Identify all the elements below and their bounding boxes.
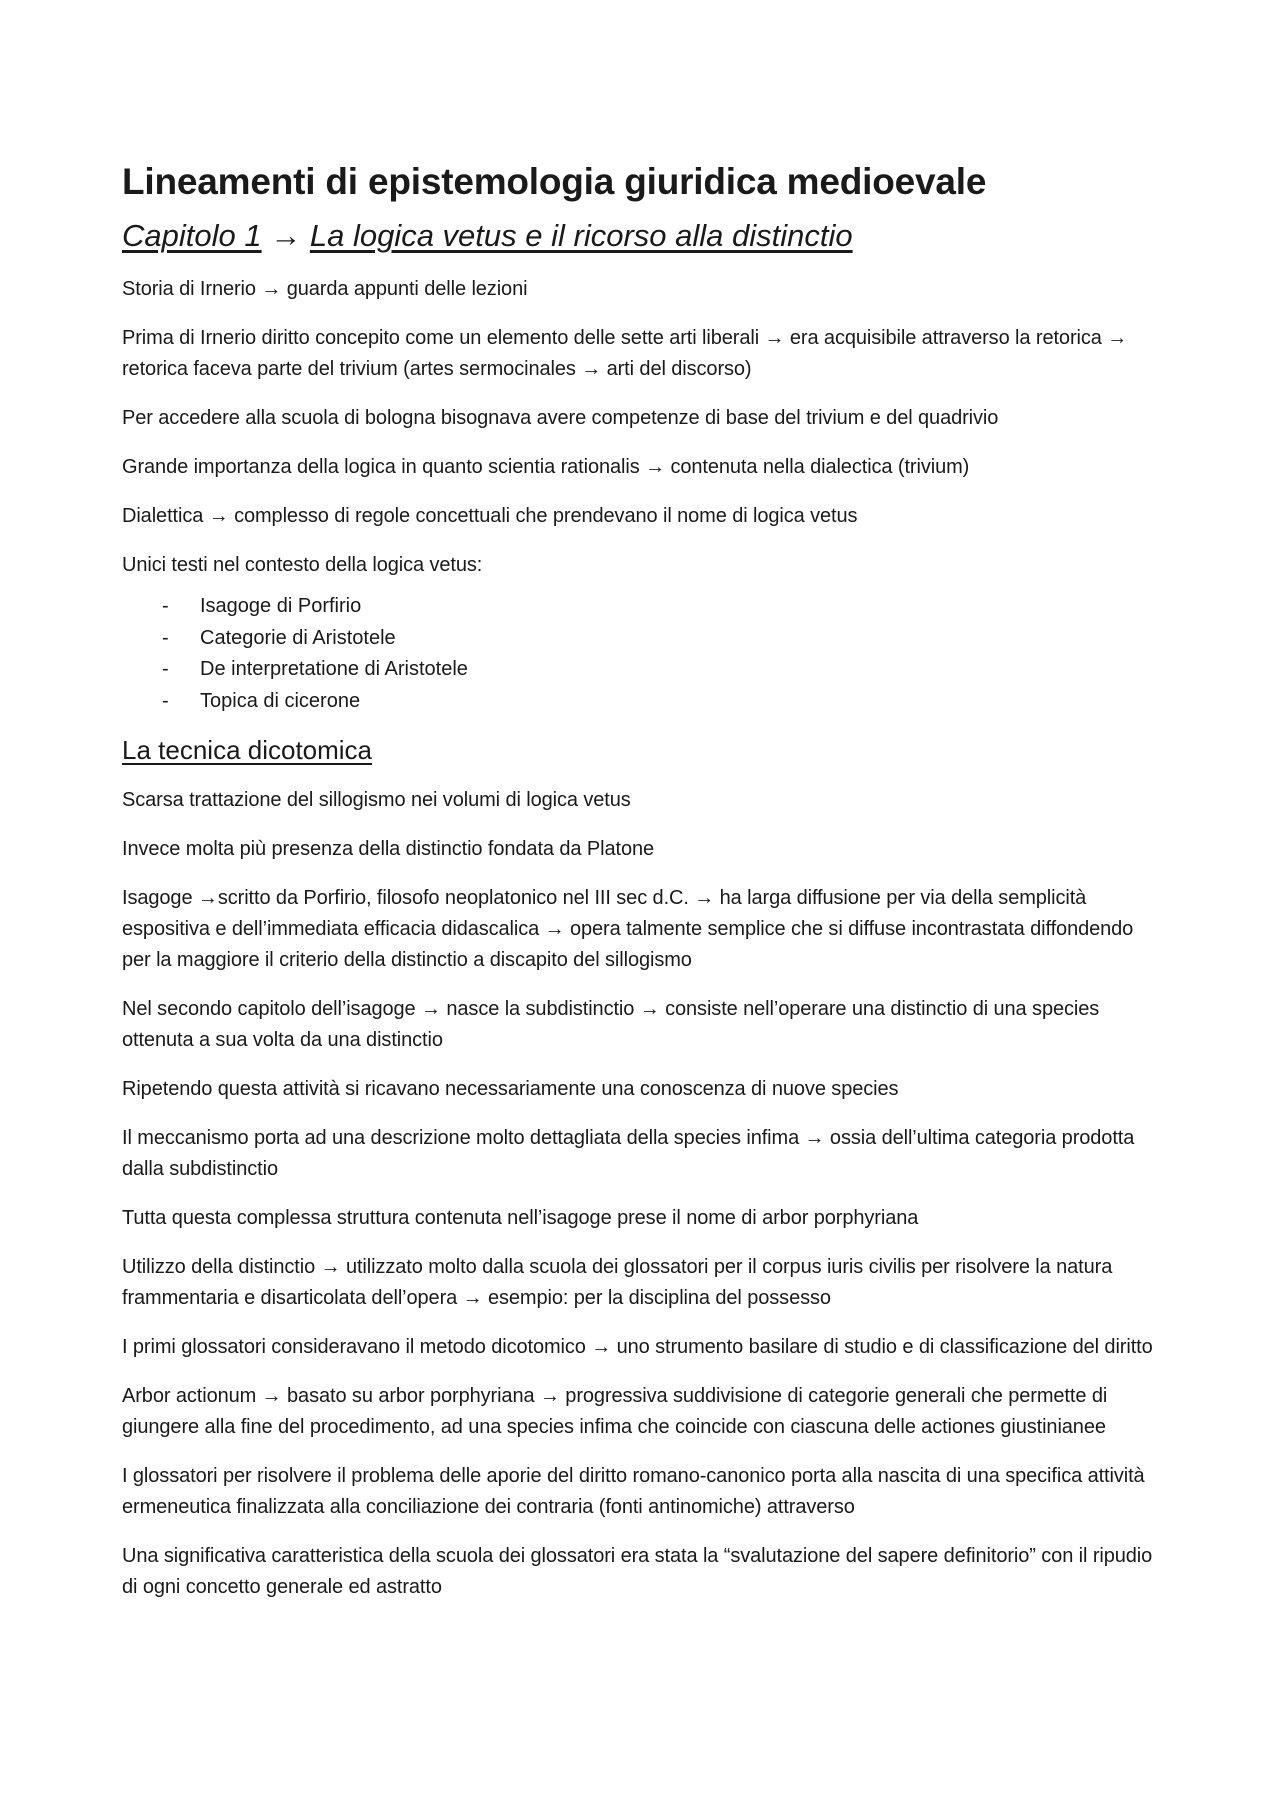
document-page — [122, 150, 1167, 1621]
paragraph: I glossatori per risolvere il problema delle aporie del diritto romano-canonico porta alla nascita di una specifica attività ermeneutica finalizzata alla conciliazione dei contraria (fonti antinomiche) attraverso — [122, 1465, 1145, 1518]
paragraph: Storia di Irnerio → guarda appunti delle lezioni — [122, 278, 528, 300]
paragraph: Ripetendo questa attività si ricavano necessariamente una conoscenza di nuove species — [122, 1078, 899, 1100]
paragraph: Invece molta più presenza della distinctio fondata da Platone — [122, 838, 655, 860]
paragraph: Una significativa caratteristica della scuola dei glossatori era stata la “svalutazione del sapere definitorio” con il ripudio di ogni concetto generale ed astratto — [122, 1545, 1153, 1598]
paragraph: Arbor actionum → basato su arbor porphyriana → progressiva suddivisione di categorie generali che permette di giungere alla fine del procedimento, ad una species infima che coincide con ciascuna delle actiones giustinianee — [122, 1385, 1108, 1438]
chapter-heading — [122, 216, 1167, 256]
paragraph: Isagoge →scritto da Porfirio, filosofo neoplatonico nel III sec d.C. → ha larga diffusione per via della semplicità espositiva e dell’immediata efficacia didascalica → opera talmente semplice che si diffuse incontrastata diffondendo per la maggiore il criterio della distinctio a discapito del sillogismo — [122, 887, 1134, 971]
texts-list — [122, 591, 1167, 717]
list-dash: - — [162, 626, 169, 649]
list-item-text: Categorie di Aristotele — [200, 626, 396, 649]
list-dash: - — [162, 658, 169, 680]
list-dash: - — [162, 595, 169, 617]
paragraph: Prima di Irnerio diritto concepito come un elemento delle sette arti liberali → era acquisibile attraverso la retorica → retorica faceva parte del trivium (artes sermocinales → arti del discorso) — [122, 327, 1128, 380]
list-item — [122, 654, 1167, 686]
paragraph: Scarsa trattazione del sillogismo nei volumi di logica vetus — [122, 789, 631, 811]
chapter-arrow: → — [270, 218, 302, 253]
paragraph: Dialettica → complesso di regole concettuali che prendevano il nome di logica vetus — [122, 505, 858, 527]
list-item-text: De interpretatione di Aristotele — [200, 658, 468, 680]
paragraph: Unici testi nel contesto della logica vetus: — [122, 554, 483, 576]
paragraph: Utilizzo della distinctio → utilizzato molto dalla scuola dei glossatori per il corpus iuris civilis per risolvere la natura frammentaria e disarticolata dell’opera → esempio: per la disciplina del possesso — [122, 1256, 1113, 1309]
list-item-text: Isagoge di Porfirio — [200, 595, 362, 617]
paragraph: Il meccanismo porta ad una descrizione molto dettagliata della species infima → ossia dell’ultima categoria prodotta dalla subdistinctio — [122, 1127, 1135, 1180]
section-heading: La tecnica dicotomica — [122, 735, 373, 765]
list-item — [122, 686, 1167, 718]
paragraph: Per accedere alla scuola di bologna bisognava avere competenze di base del trivium e del quadrivio — [122, 407, 999, 429]
list-item — [122, 623, 1167, 655]
paragraph: Grande importanza della logica in quanto scientia rationalis → contenuta nella dialectica (trivium) — [122, 456, 970, 478]
paragraph: Nel secondo capitolo dell’isagoge → nasce la subdistinctio → consiste nell’operare una distinctio di una species ottenuta a sua volta da una distinctio — [122, 998, 1100, 1051]
chapter-number: Capitolo 1 — [122, 218, 262, 253]
list-dash: - — [162, 689, 169, 712]
paragraph: Tutta questa complessa struttura contenuta nell’isagoge prese il nome di arbor porphyriana — [122, 1207, 919, 1229]
list-item — [122, 591, 1167, 623]
list-item-text: Topica di cicerone — [200, 689, 361, 712]
paragraph: I primi glossatori consideravano il metodo dicotomico → uno strumento basilare di studio e di classificazione del diritto — [122, 1336, 1153, 1358]
document-title: Lineamenti di epistemologia giuridica medioevale — [122, 161, 987, 202]
chapter-title: La logica vetus e il ricorso alla distinctio — [309, 218, 853, 253]
